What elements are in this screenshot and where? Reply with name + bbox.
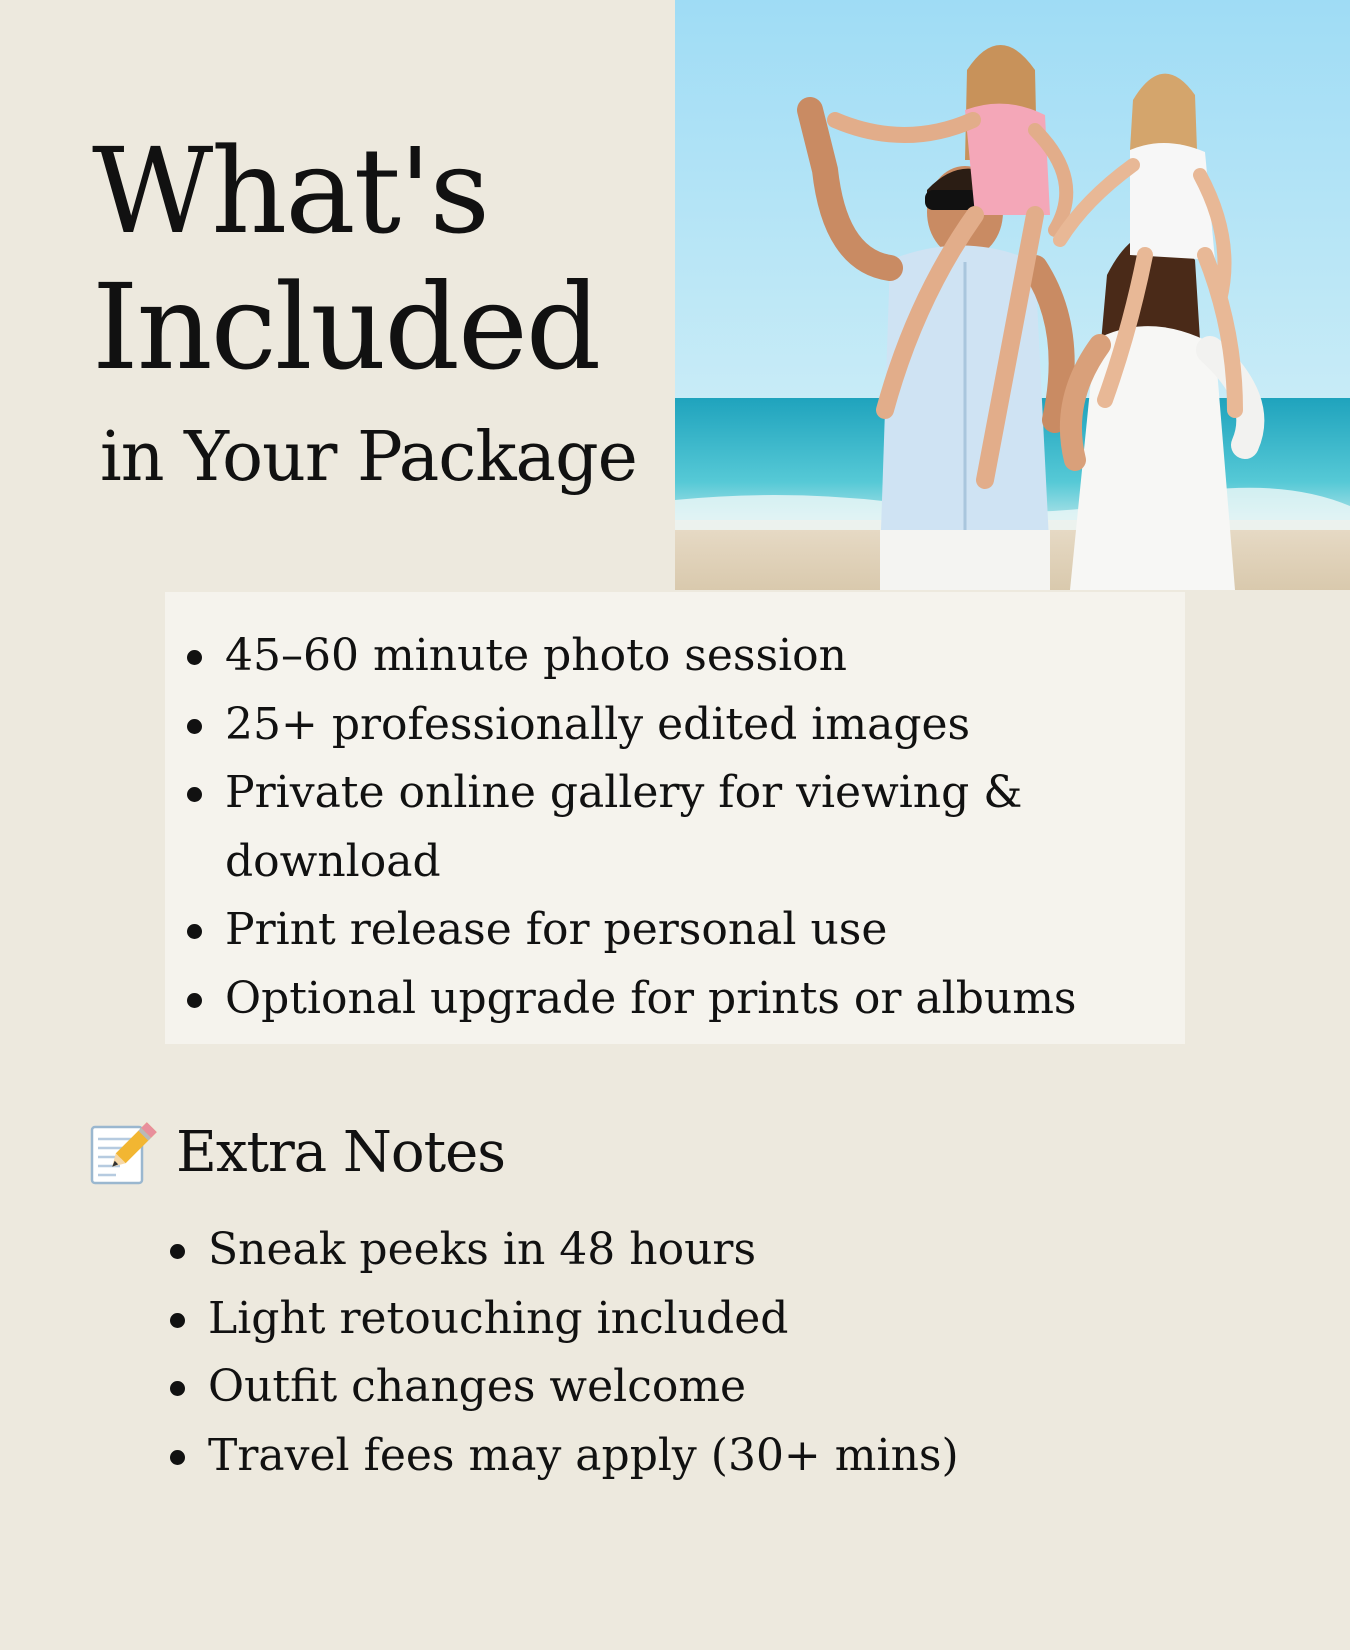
bullet-icon — [170, 1381, 185, 1396]
list-item — [166, 1216, 1166, 1285]
list-item — [183, 691, 1183, 760]
included-list-box — [165, 592, 1185, 1044]
page-title-line-2: Included — [92, 258, 600, 396]
memo-pencil-icon — [86, 1117, 158, 1189]
list-item — [166, 1353, 1166, 1422]
bullet-icon — [187, 650, 202, 665]
list-item — [183, 759, 1183, 896]
included-list — [183, 622, 1183, 1033]
title-block — [0, 0, 675, 590]
list-item — [166, 1422, 1166, 1491]
list-item-text: Optional upgrade for prints or albums — [225, 972, 1077, 1024]
list-item-text: Private online gallery for viewing & download — [225, 767, 1023, 887]
list-item — [166, 1285, 1166, 1354]
page-subtitle: in Your Package — [100, 418, 637, 497]
list-item — [183, 622, 1183, 691]
list-item-text: Outfit changes welcome — [208, 1361, 747, 1412]
page-title-line-1: What's — [92, 122, 489, 260]
extra-notes-title: Extra Notes — [176, 1120, 506, 1185]
bullet-icon — [187, 993, 202, 1008]
family-beach-photo — [675, 0, 1350, 590]
list-item-text: Sneak peeks in 48 hours — [208, 1224, 757, 1275]
list-item — [183, 965, 1183, 1034]
list-item-text: 25+ professionally edited images — [225, 698, 971, 750]
extra-notes-heading — [86, 1118, 505, 1188]
bullet-icon — [187, 787, 202, 802]
list-item-text: 45–60 minute photo session — [225, 630, 847, 681]
bullet-icon — [187, 924, 202, 939]
bullet-icon — [170, 1244, 185, 1259]
list-item-text: Print release for personal use — [225, 904, 888, 955]
list-item — [183, 896, 1183, 965]
list-item-text: Travel fees may apply (30+ mins) — [208, 1429, 959, 1481]
extra-notes-list — [166, 1216, 1166, 1490]
bullet-icon — [187, 719, 202, 734]
bullet-icon — [170, 1313, 185, 1328]
bullet-icon — [170, 1450, 185, 1465]
list-item-text: Light retouching included — [208, 1292, 789, 1344]
